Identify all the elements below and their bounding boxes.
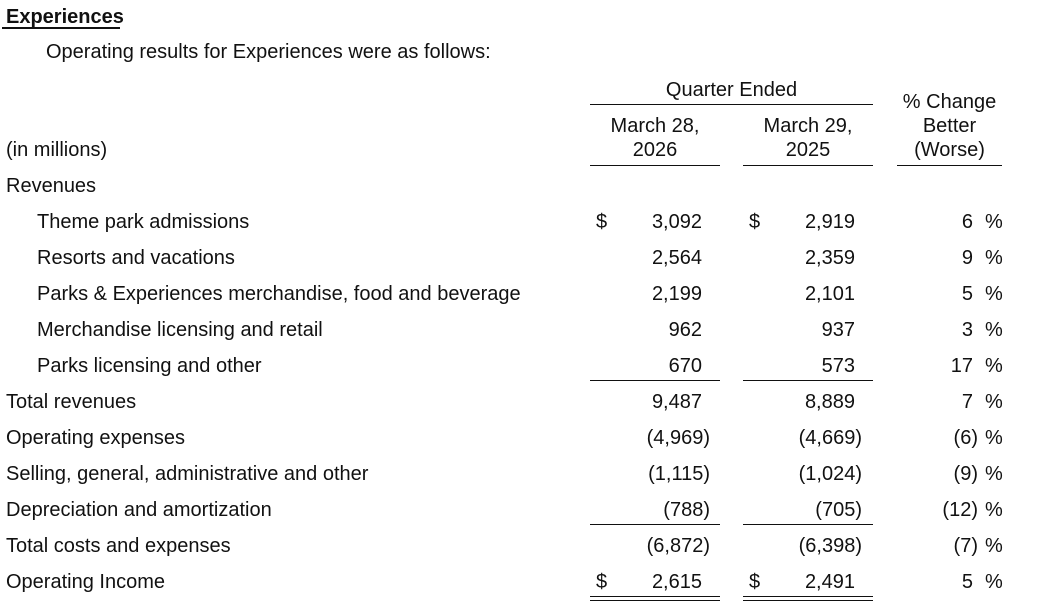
row-label: Parks & Experiences merchandise, food and beverage [37,283,521,305]
pct-sign: % [985,499,1003,521]
dollar-sign: $ [749,571,761,593]
col2-header-line1: March 29, [763,115,853,137]
intro-text: Operating results for Experiences were as follows: [46,41,491,63]
value-2026: 2,564 [651,247,702,269]
row-label: Merchandise licensing and retail [37,319,323,341]
value-2025: 8,889 [804,391,855,413]
value-2026: (4,969) [646,427,710,449]
value-2025: (4,669) [798,427,862,449]
change-header-line3: (Worse) [914,139,985,161]
pct-change: 9 [961,247,973,269]
row-label: Operating expenses [6,427,186,449]
pct-change: (6) [953,427,978,449]
row-label: Revenues [6,175,97,197]
pct-sign: % [985,427,1003,449]
value-2026: (6,872) [646,535,710,557]
pct-change: (9) [953,463,978,485]
pct-change: 3 [961,319,973,341]
pct-change: (12) [942,499,978,521]
pct-change: 17 [950,355,973,377]
dollar-sign: $ [749,211,761,233]
row-label: Depreciation and amortization [6,499,272,521]
value-2026: 9,487 [651,391,702,413]
pct-change: (7) [953,535,978,557]
row-label: Parks licensing and other [37,355,262,377]
col1-header-line1: March 28, [610,115,700,137]
row-label: Total revenues [6,391,137,413]
pct-sign: % [985,283,1003,305]
pct-sign: % [985,391,1003,413]
value-2025: 2,359 [804,247,855,269]
col2-header-line2: 2025 [785,139,831,161]
dollar-sign: $ [596,211,608,233]
pct-sign: % [985,247,1003,269]
change-header-line2: Better [922,115,977,137]
pct-sign: % [985,463,1003,485]
row-label: Selling, general, administrative and other [6,463,369,485]
value-2025: (705) [815,499,862,521]
value-2025: 2,101 [804,283,855,305]
value-2026: 3,092 [651,211,702,233]
value-2025: 2,491 [804,571,855,593]
units-label: (in millions) [6,139,108,161]
pct-change: 7 [961,391,973,413]
value-2026: (788) [663,499,710,521]
row-label: Resorts and vacations [37,247,235,269]
subtotal-rule-col2 [743,380,873,381]
dollar-sign: $ [596,571,608,593]
total-double-rule-col2-a [743,596,873,597]
value-2026: 962 [668,319,702,341]
value-2026: 2,615 [651,571,702,593]
value-2025: (1,024) [798,463,862,485]
title-underline [2,27,120,29]
col1-header-line2: 2026 [632,139,678,161]
value-2025: 573 [821,355,855,377]
costs-rule-col2 [743,524,873,525]
total-double-rule-col1-b [590,600,720,601]
header-rule [590,104,873,105]
col2-header-rule [743,165,873,166]
value-2026: (1,115) [648,463,710,485]
change-header-rule [897,165,1002,166]
row-label: Theme park admissions [37,211,250,233]
total-double-rule-col1-a [590,596,720,597]
value-2025: 937 [821,319,855,341]
value-2025: (6,398) [798,535,862,557]
value-2025: 2,919 [804,211,855,233]
col1-header-rule [590,165,720,166]
change-header-line1: % Change [902,91,997,113]
total-double-rule-col2-b [743,600,873,601]
costs-rule-col1 [590,524,720,525]
pct-sign: % [985,571,1003,593]
section-title: Experiences [6,6,124,28]
pct-sign: % [985,211,1003,233]
value-2026: 2,199 [651,283,702,305]
pct-change: 6 [961,211,973,233]
subtotal-rule-col1 [590,380,720,381]
value-2026: 670 [668,355,702,377]
row-label: Total costs and expenses [6,535,231,557]
pct-change: 5 [961,283,973,305]
pct-change: 5 [961,571,973,593]
pct-sign: % [985,355,1003,377]
pct-sign: % [985,535,1003,557]
row-label: Operating Income [6,571,165,593]
pct-sign: % [985,319,1003,341]
quarter-ended-header: Quarter Ended [665,79,798,101]
